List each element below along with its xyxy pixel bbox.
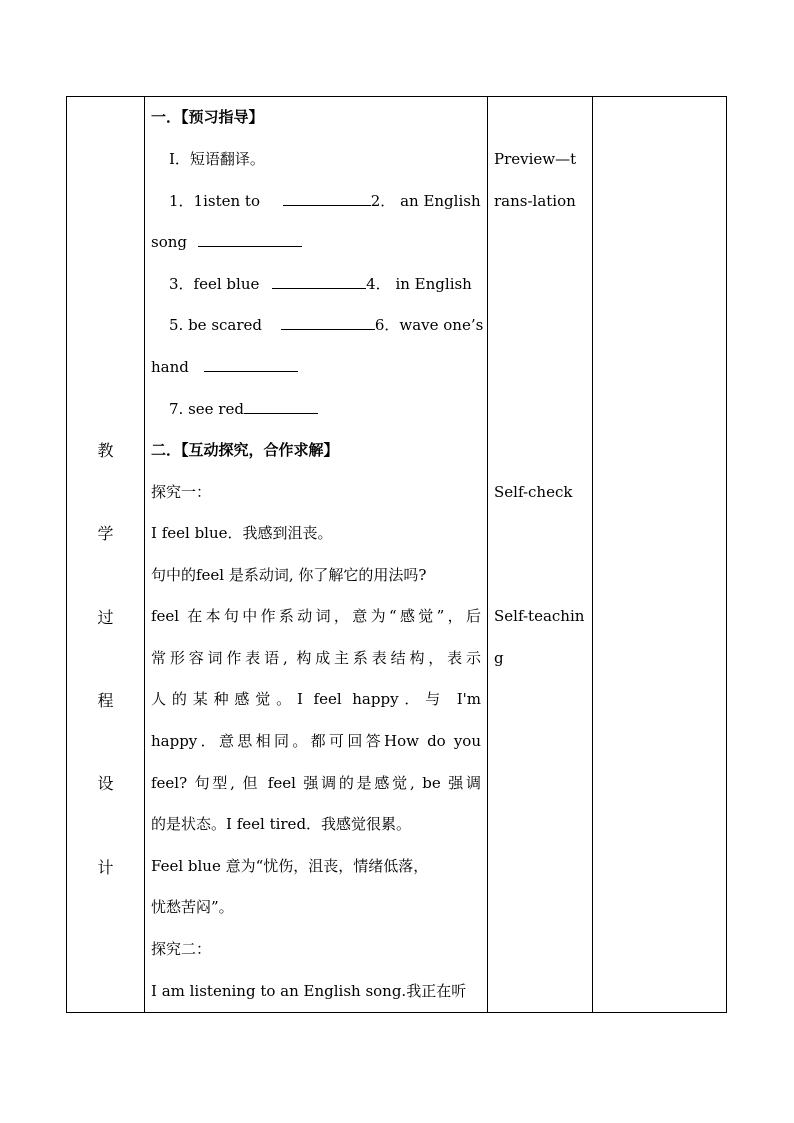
answer-blank[interactable]: [283, 190, 371, 206]
explanation-line: 的是状态。I feel tired．我感觉很累。: [151, 815, 412, 833]
label-char: 教: [97, 441, 114, 460]
phrase-row: [151, 397, 481, 421]
section2-title: 二．【互动探究，合作求解】: [151, 441, 339, 459]
self-teaching-note: g: [494, 649, 504, 667]
phrase-row: [151, 355, 481, 379]
phrase-row: [151, 230, 481, 254]
label-char: 计: [97, 858, 114, 877]
phrase-item: 7. see red: [169, 400, 244, 418]
column-divider: [592, 97, 593, 1012]
explore1-title: 探究一：: [151, 483, 212, 501]
explanation-line: feel? 句型, 但 feel 强调的是感觉, be 强调: [151, 774, 481, 792]
phrase-item: 2． an English: [370, 192, 481, 210]
example-sentence: I feel blue．我感到沮丧。: [151, 524, 333, 542]
answer-blank[interactable]: [204, 356, 298, 372]
answer-blank[interactable]: [281, 314, 375, 330]
explanation-line: happy．意思相同。都可回答How do you: [151, 732, 481, 750]
column-divider: [144, 97, 145, 1012]
part1-title: I．短语翻译。: [169, 150, 265, 168]
explore2-title: 探究二：: [151, 940, 212, 958]
answer-blank[interactable]: [272, 273, 366, 289]
self-check-note: Self-check: [494, 483, 573, 501]
explanation-line: feel 在本句中作系动词，意为“感觉”，后: [151, 607, 481, 625]
phrase-row: [151, 313, 484, 337]
answer-blank[interactable]: [244, 398, 318, 414]
phrase-row: [151, 272, 481, 296]
self-teaching-note: Self-teachin: [494, 607, 585, 625]
label-char: 设: [97, 774, 114, 793]
explanation-line: 忧愁苦闷”。: [151, 898, 234, 916]
phrase-item: hand: [151, 358, 189, 376]
phrase-item: song: [151, 233, 187, 251]
lesson-table: [66, 96, 727, 1013]
label-char: 学: [97, 524, 114, 543]
column-divider: [487, 97, 488, 1012]
phrase-item: 1．1isten to: [169, 192, 260, 210]
label-char: 程: [97, 691, 114, 710]
phrase-item: 3．feel blue: [169, 275, 260, 293]
phrase-item: 6．wave one’s: [374, 316, 484, 334]
label-char: 过: [97, 608, 114, 627]
example-sentence: I am listening to an English song.我正在听: [151, 982, 467, 1000]
preview-note: rans-lation: [494, 192, 576, 210]
phrase-item: 4． in English: [366, 275, 472, 293]
question: 句中的feel 是系动词, 你了解它的用法吗?: [151, 566, 427, 584]
section1-title: 一．【预习指导】: [151, 108, 264, 126]
explanation-line: Feel blue 意为“忧伤，沮丧，情绪低落，: [151, 857, 429, 875]
answer-blank[interactable]: [198, 231, 302, 247]
phrase-row: [151, 189, 481, 213]
explanation-line: 人的某种感觉。I feel happy．与 I'm: [151, 690, 481, 708]
explanation-line: 常形容词作表语, 构成主系表结构，表示: [151, 649, 481, 667]
teaching-process-label: [67, 97, 144, 1012]
phrase-item: 5. be scared: [169, 316, 263, 334]
preview-note: Preview—t: [494, 150, 577, 168]
